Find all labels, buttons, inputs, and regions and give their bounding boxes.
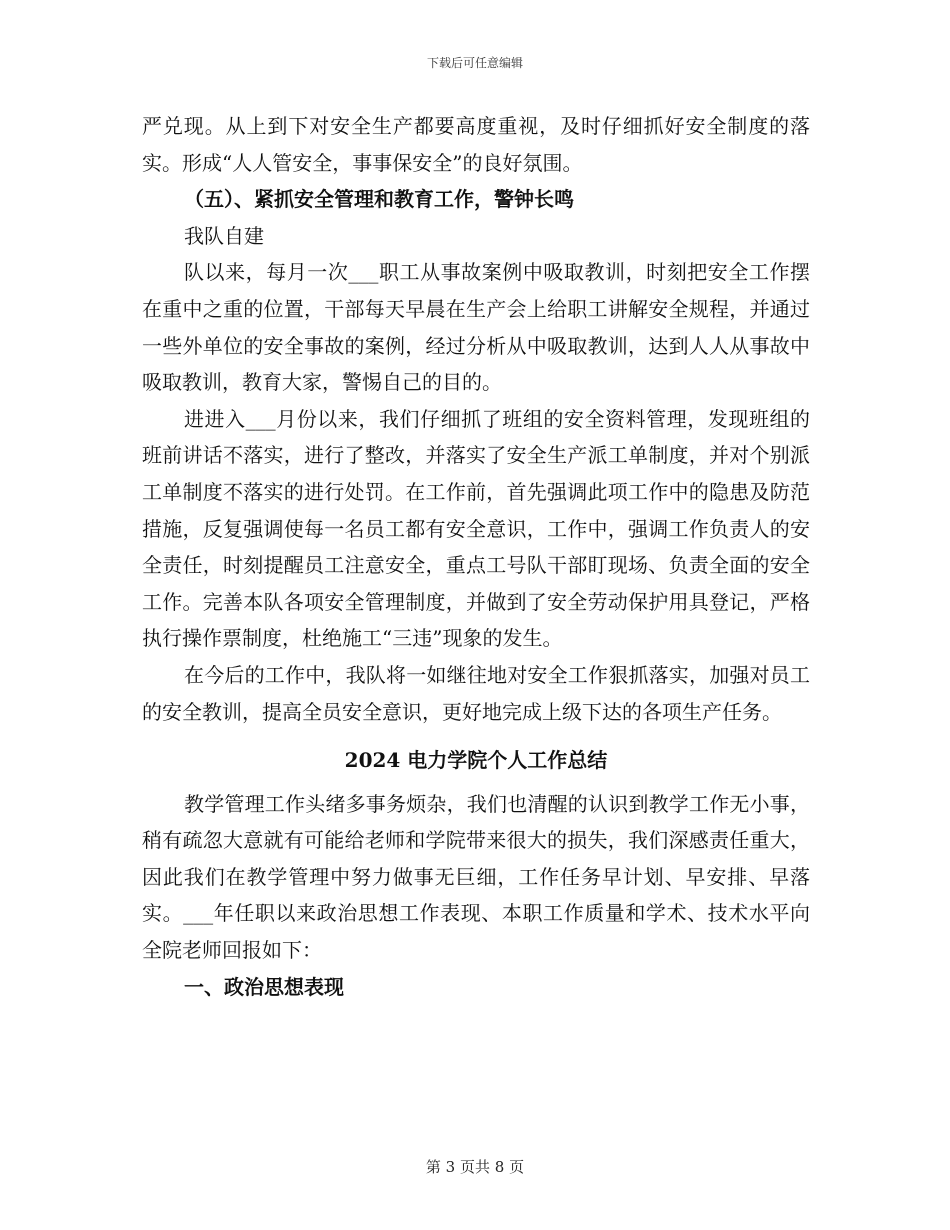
paragraph-6: 教学管理工作头绪多事务烦杂，我们也清醒的认识到教学工作无小事，稍有疏忽大意就有可能给老师和学院带来很大的损失，我们深感责任重大，因此我们在教学管理中努力做事无巨细，工作任务早计划、早安排、早落实。___年任职以来政治思想工作表现、本职工作质量和学术、技术水平向全院老师回报如下：: [142, 791, 810, 963]
page-footer: 第 3 页共 8 页: [425, 1158, 525, 1176]
section-heading-5: （五）、紧抓安全管理和教育工作，警钟长鸣: [184, 187, 574, 212]
paragraph-3: 队以来，每月一次___职工从事故案例中吸取教训，时刻把安全工作摆在重中之重的位置，干部每天早晨在生产会上给职工讲解安全规程，并通过一些外单位的安全事故的案例，经过分析从中吸取教训，达到人人从事故中吸取教训，教育大家，警惕自己的目的。: [142, 260, 810, 395]
section-heading-1: 一、政治思想表现: [184, 974, 344, 999]
paragraph-4: 进进入___月份以来，我们仔细抓了班组的安全资料管理，发现班组的班前讲话不落实，进行了整改，并落实了安全生产派工单制度，并对个别派工单制度不落实的进行处罚。在工作前，首先强调此项工作中的隐患及防范措施，反复强调使每一名员工都有安全意识，工作中，强调工作负责人的安全责任，时刻提醒员工注意安全，重点工号队干部盯现场、负责全面的安全工作。完善本队各项安全管理制度，并做到了安全劳动保护用具登记，严格执行操作票制度，杜绝施工“三违”现象的发生。: [142, 406, 810, 651]
paragraph-2: 我队自建: [184, 223, 264, 248]
document-body: [142, 108, 810, 1005]
document-title: 2024 电力学院个人工作总结: [344, 748, 608, 773]
page-header: 下载后可任意编辑: [426, 56, 523, 70]
paragraph-1: 严兑现。从上到下对安全生产都要高度重视，及时仔细抓好安全制度的落实。形成“人人管安全，事事保安全”的良好氛围。: [142, 114, 810, 175]
paragraph-5: 在今后的工作中，我队将一如继往地对安全工作狠抓落实，加强对员工的安全教训，提高全员安全意识，更好地完成上级下达的各项生产任务。: [142, 662, 810, 724]
